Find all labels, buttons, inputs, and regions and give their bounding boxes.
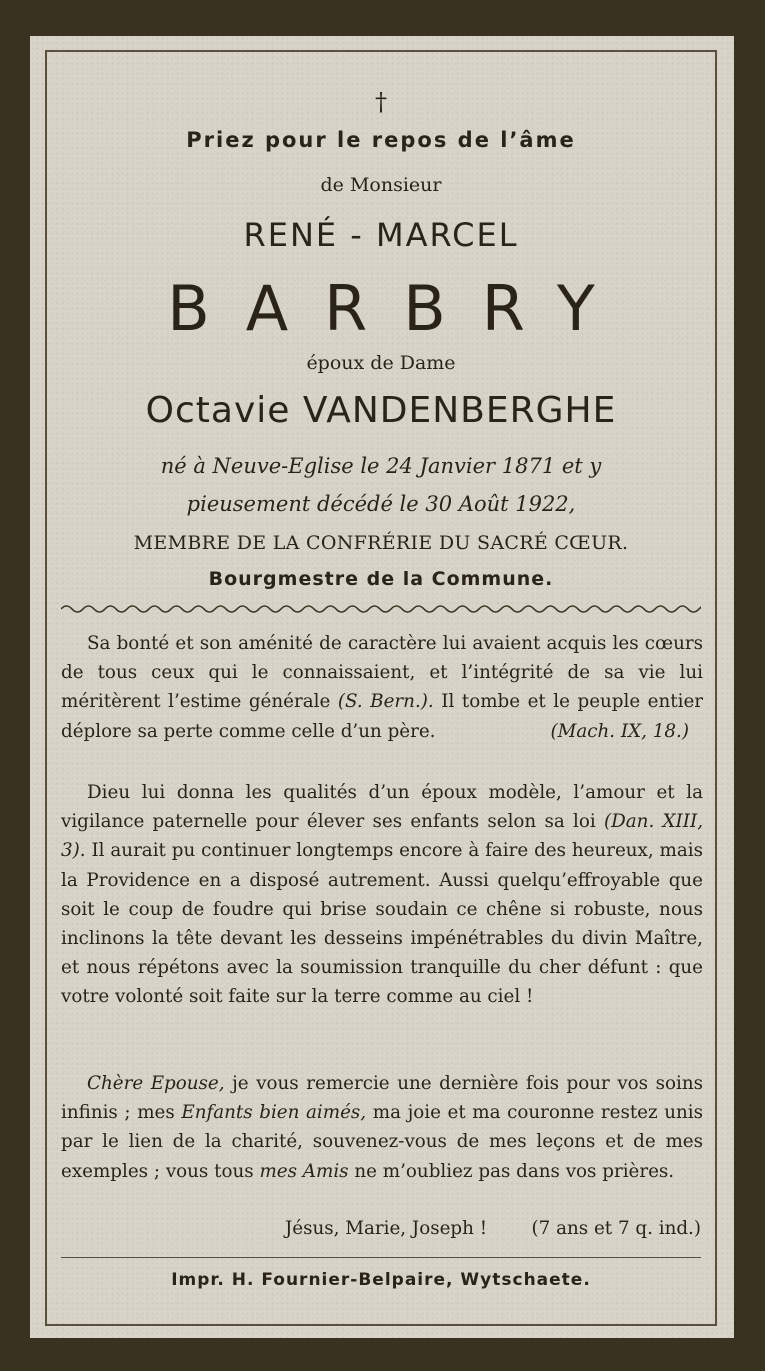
- p3-address-children: Enfants bien aimés,: [181, 1102, 367, 1124]
- p3-text-2: ma joie et ma couronne restez unis par le lien de la charité, souvenez-vous de mes leçons et de mes exemples ; vous tous: [61, 1102, 704, 1182]
- birth-line: né à Neuve-Eglise le 24 Janvier 1871 et y: [160, 454, 602, 478]
- paragraph-2: [61, 778, 703, 1012]
- printer-credit: Impr. H. Fournier-Belpaire, Wytschaete.: [171, 1270, 591, 1290]
- p3-text-3: ne m’oubliez pas dans vos prières.: [354, 1160, 675, 1182]
- office-line: Bourgmestre de la Commune.: [208, 568, 554, 590]
- wavy-divider: [61, 601, 701, 617]
- spouse-intro: époux de Dame: [306, 352, 456, 374]
- spouse-name: Octavie VANDENBERGHE: [145, 390, 617, 431]
- surname: BARBRY: [167, 272, 631, 345]
- first-names: RENÉ - MARCEL: [243, 216, 519, 254]
- p1-ref-1: (S. Bern.).: [337, 691, 434, 713]
- p1-text: Sa bonté et son aménité de caractère lui avaient acquis les cœurs de tous ceux qui le connaissaient, et l’intégrité de sa vie lui méritèrent l’estime générale: [61, 633, 703, 713]
- p1-text-2: Il tombe et le peuple entier déplore sa perte comme celle d’un père.: [61, 691, 704, 742]
- p3-address-spouse: Chère Epouse,: [87, 1073, 225, 1094]
- invocation: Jésus, Marie, Joseph !: [284, 1218, 488, 1239]
- prayer-heading: Priez pour le repos de l’âme: [186, 128, 576, 152]
- p2-ref: (Dan. XIII, 3).: [61, 811, 704, 862]
- p2-text: Dieu lui donna les qualités d’un époux modèle, l’amour et la vigilance paternelle pour élever ses enfants selon sa loi: [61, 782, 703, 833]
- honorific: de Monsieur: [320, 174, 442, 196]
- membership-line: MEMBRE DE LA CONFRÉRIE DU SACRÉ CŒUR.: [133, 532, 629, 554]
- death-line: pieusement décédé le 30 Août 1922,: [186, 492, 576, 516]
- footer-rule: [61, 1257, 701, 1258]
- closing-line: [71, 1218, 701, 1239]
- p3-address-friends: mes Amis: [259, 1160, 349, 1182]
- p1-ref-2-text: (Mach. IX, 18.): [550, 720, 689, 742]
- card-content: [47, 52, 715, 1324]
- paragraph-3: [61, 1069, 703, 1186]
- paragraph-1: [61, 629, 703, 746]
- p3-text-1: je vous remercie une dernière fois pour vos soins infinis ; mes: [61, 1073, 704, 1124]
- cross-icon: †: [375, 88, 387, 116]
- indulgence: (7 ans et 7 q. ind.): [531, 1218, 701, 1239]
- p2-text-2: Il aurait pu continuer longtemps encore à faire des heureux, mais la Providence en a disposé autrement. Aussi quelqu’effroyable que soit le coup de foudre qui brise soudain ce chêne si robuste, nous inclinons la tête devant les desseins impénétrables du divin Maître, et nous répétons avec la soumission tranquille du cher défunt : que votre volonté soit faite sur la terre comme au ciel !: [61, 840, 703, 1008]
